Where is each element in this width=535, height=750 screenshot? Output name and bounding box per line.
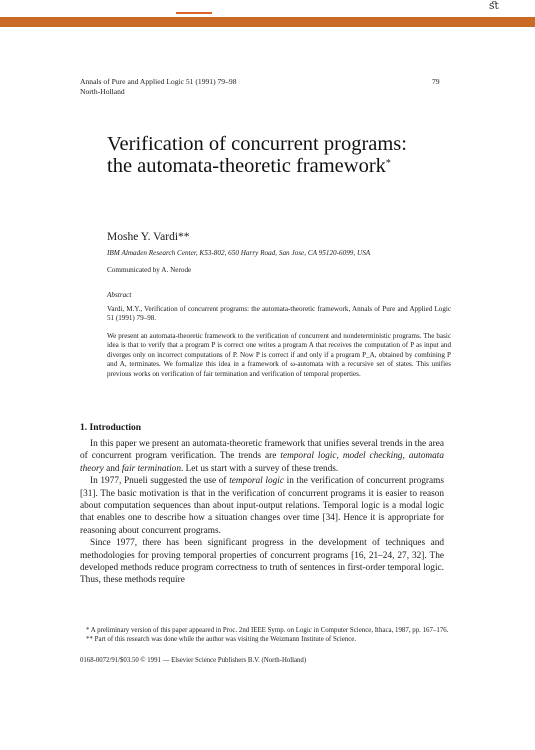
title-text: Verification of concurrent programs: the automata-theoretic framework — [107, 133, 407, 177]
top-band — [0, 0, 535, 17]
paragraph-2: In 1977, Pnueli suggested the use of temporal logic in the verification of concurrent programs [31]. The basic motivation is that in the verification of concurrent programs it is easier to reason about computation sequences than about input-output relations. Temporal logic is a modal logic that enables one to describe how a situation changes over time [34]. Hence it is appropriate for reasoning about concurrent programs. — [80, 476, 444, 536]
abstract-citation: Vardi, M.Y., Verification of concurrent programs: the automata-theoretic framework, Annals of Pure and Applied Logic 51 (1991) 79–98. — [107, 305, 451, 323]
paragraph-3: Since 1977, there has been significant progress in the development of techniques and methodologies for proving temporal properties of concurrent programs [16, 21–24, 27, 32]. The developed methods reduce program correctness to truth of sentences in first-order temporal logic. Thus, these methods require — [80, 538, 444, 586]
abstract-text: We present an automata-theoretic framework to the verification of concurrent and nondeterministic programs. The basic idea is that to verify that a program P is correct one writes a program A that receives the computation of P as input and diverges only on incorrect computations of P. Now P is correct if and only if a program P_A, obtained by combining P and A, terminates. We formalize this idea in a framework of ω-automata with a recursive set of states. This unifies previous works on verification of fair termination and verification of temporal properties. — [107, 332, 451, 378]
copyright-line: 0168-0072/91/$03.50 © 1991 — Elsevier Science Publishers B.V. (North-Holland) — [80, 657, 307, 664]
article-title — [107, 133, 437, 177]
author-affiliation: IBM Almaden Research Center, K53-802, 650 Harry Road, San Jose, CA 95120-6099, USA — [107, 249, 371, 257]
top-accent-line — [176, 12, 212, 14]
communicated-by: Communicated by A. Nerode — [107, 266, 192, 274]
orange-header-bar — [0, 17, 535, 27]
journal-line: Annals of Pure and Applied Logic 51 (1991) 79–98 — [80, 77, 237, 86]
author-name: Moshe Y. Vardi** — [107, 231, 190, 243]
footnotes — [80, 626, 460, 644]
section-heading: 1. Introduction — [80, 423, 142, 433]
title-footnote-mark: * — [385, 158, 391, 169]
body-text — [80, 438, 444, 587]
footnote-2: ** Part of this research was done while the author was visiting the Weizmann Institute of Science. — [86, 636, 357, 643]
paragraph-1: In this paper we present an automata-theoretic framework that unifies several trends in the area of concurrent program verification. The trends are temporal logic, model checking, automata theory and fair termination. Let us start with a survey of these trends. — [80, 439, 444, 474]
footnote-1: * A preliminary version of this paper appeared in Proc. 2nd IEEE Symp. on Logic in Computer Science, Ithaca, 1987, pp. 167–176. — [86, 627, 449, 634]
publisher-line: North-Holland — [80, 87, 125, 96]
corner-mark: ﬆ — [489, 0, 500, 12]
page-number: 79 — [432, 77, 440, 86]
abstract-heading: Abstract — [107, 291, 132, 299]
